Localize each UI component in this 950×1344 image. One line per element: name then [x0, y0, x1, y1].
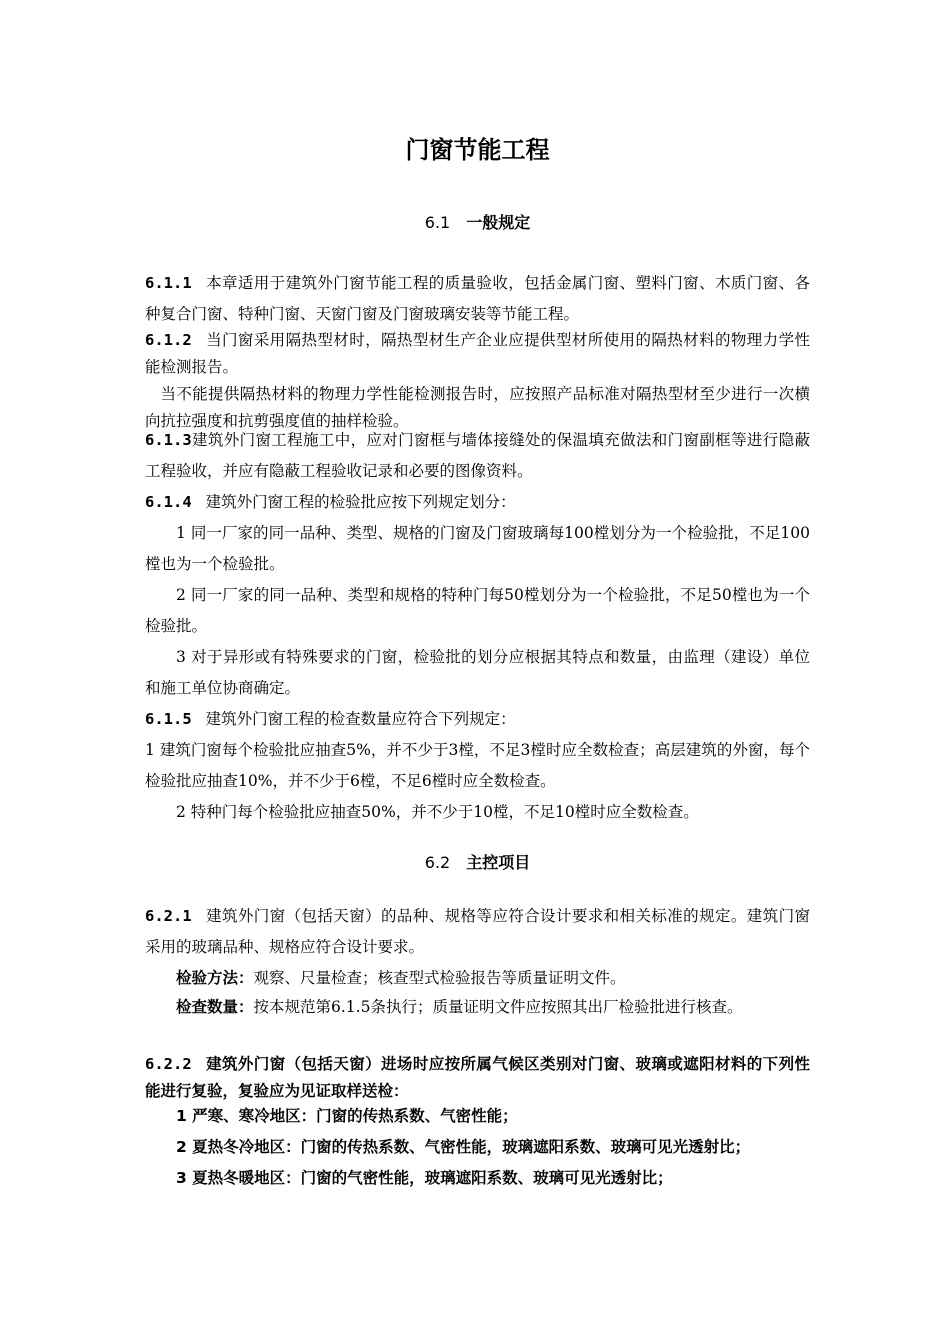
clause-number: 6.2.1 — [145, 907, 192, 925]
clauses-6-1 — [145, 268, 810, 330]
clause-text: 本章适用于建筑外门窗节能工程的质量验收，包括金属门窗、塑料门窗、木质门窗、各种复合门窗、特种门窗、天窗门窗及门窗玻璃安装等节能工程。 — [145, 274, 810, 323]
clause-6-1-1 — [145, 268, 810, 330]
list-item: 3 对于异形或有特殊要求的门窗，检验批的划分应根据其特点和数量，由监理（建设）单位和施工单位协商确定。 — [145, 648, 810, 697]
list-item: 1 建筑门窗每个检验批应抽查5%，并不少于3樘，不足3樘时应全数检查；高层建筑的外窗，每个检验批应抽查10%，并不少于6樘，不足6樘时应全数检查。 — [145, 741, 810, 790]
inspection-quantity-text: 按本规范第6.1.5条执行；质量证明文件应按照其出厂检验批进行核查。 — [253, 998, 743, 1016]
clauses-6-2-1-qty — [145, 994, 810, 1021]
clause-number: 6.1.2 — [145, 331, 192, 349]
section-heading-6-2 — [145, 851, 810, 875]
list-item: 2 夏热冬冷地区：门窗的传热系数、气密性能，玻璃遮阳系数、玻璃可见光透射比； — [176, 1138, 751, 1156]
clause-number: 6.1.1 — [145, 274, 192, 292]
clause-6-1-3 — [145, 425, 810, 487]
clauses-6-1-3-to-6-1-5 — [145, 425, 810, 828]
clause-text: 建筑外门窗（包括天窗）的品种、规格等应符合设计要求和相关标准的规定。建筑门窗采用的玻璃品种、规格应符合设计要求。 — [145, 907, 810, 956]
list-item: 2 特种门每个检验批应抽查50%，并不少于10樘，不足10樘时应全数检查。 — [176, 803, 699, 821]
clause-text: 当门窗采用隔热型材时，隔热型材生产企业应提供型材所使用的隔热材料的物理力学性能检测报告。 — [145, 331, 810, 376]
clauses-6-1-2 — [145, 327, 810, 435]
list-item: 1 同一厂家的同一品种、类型、规格的门窗及门窗玻璃每100樘划分为一个检验批，不足100樘也为一个检验批。 — [145, 524, 810, 573]
clause-text: 建筑外门窗工程的检验批应按下列规定划分： — [205, 493, 516, 511]
inspection-method-text: 观察、尺量检查；核查型式检验报告等质量证明文件。 — [253, 969, 626, 987]
clauses-6-2-2-items — [145, 1101, 810, 1194]
inspection-method — [145, 963, 810, 994]
section-title: 一般规定 — [466, 213, 531, 232]
clause-text: 建筑外门窗工程施工中，应对门窗框与墙体接缝处的保温填充做法和门窗副框等进行隐蔽工程验收，并应有隐蔽工程验收记录和必要的图像资料。 — [145, 431, 810, 480]
clause-6-1-2-note: 当不能提供隔热材料的物理力学性能检测报告时，应按照产品标准对隔热型材至少进行一次横向抗拉强度和抗剪强度值的抽样检验。 — [145, 385, 810, 430]
list-item: 1 严寒、寒冷地区：门窗的传热系数、气密性能； — [176, 1107, 518, 1125]
inspection-quantity — [145, 994, 810, 1021]
inspection-method-label: 检验方法： — [176, 969, 254, 987]
section-number: 6.1 — [424, 213, 451, 232]
section-heading-6-1 — [145, 211, 810, 235]
clause-6-1-5 — [145, 704, 810, 735]
section-title: 主控项目 — [466, 853, 531, 872]
page-title: 门窗节能工程 — [405, 136, 550, 164]
clause-6-1-4 — [145, 487, 810, 518]
list-item: 3 夏热冬暖地区：门窗的气密性能，玻璃遮阳系数、玻璃可见光透射比； — [176, 1169, 673, 1187]
clause-6-1-2 — [145, 327, 810, 381]
clauses-6-2-2 — [145, 1051, 810, 1105]
section-number: 6.2 — [424, 853, 451, 872]
clause-number: 6.2.2 — [145, 1055, 192, 1073]
clause-text: 建筑外门窗工程的检查数量应符合下列规定： — [205, 710, 516, 728]
clause-6-2-1 — [145, 901, 810, 963]
clause-number: 6.1.4 — [145, 493, 192, 511]
clause-text: 建筑外门窗（包括天窗）进场时应按所属气候区类别对门窗、玻璃或遮阳材料的下列性能进行复验，复验应为见证取样送检： — [145, 1055, 810, 1100]
inspection-quantity-label: 检查数量： — [176, 998, 254, 1016]
clause-6-2-2 — [145, 1051, 810, 1105]
clause-number: 6.1.5 — [145, 710, 192, 728]
clauses-6-2-1 — [145, 901, 810, 994]
clause-number: 6.1.3 — [145, 431, 192, 449]
list-item: 2 同一厂家的同一品种、类型和规格的特种门每50樘划分为一个检验批，不足50樘也为一个检验批。 — [145, 586, 810, 635]
